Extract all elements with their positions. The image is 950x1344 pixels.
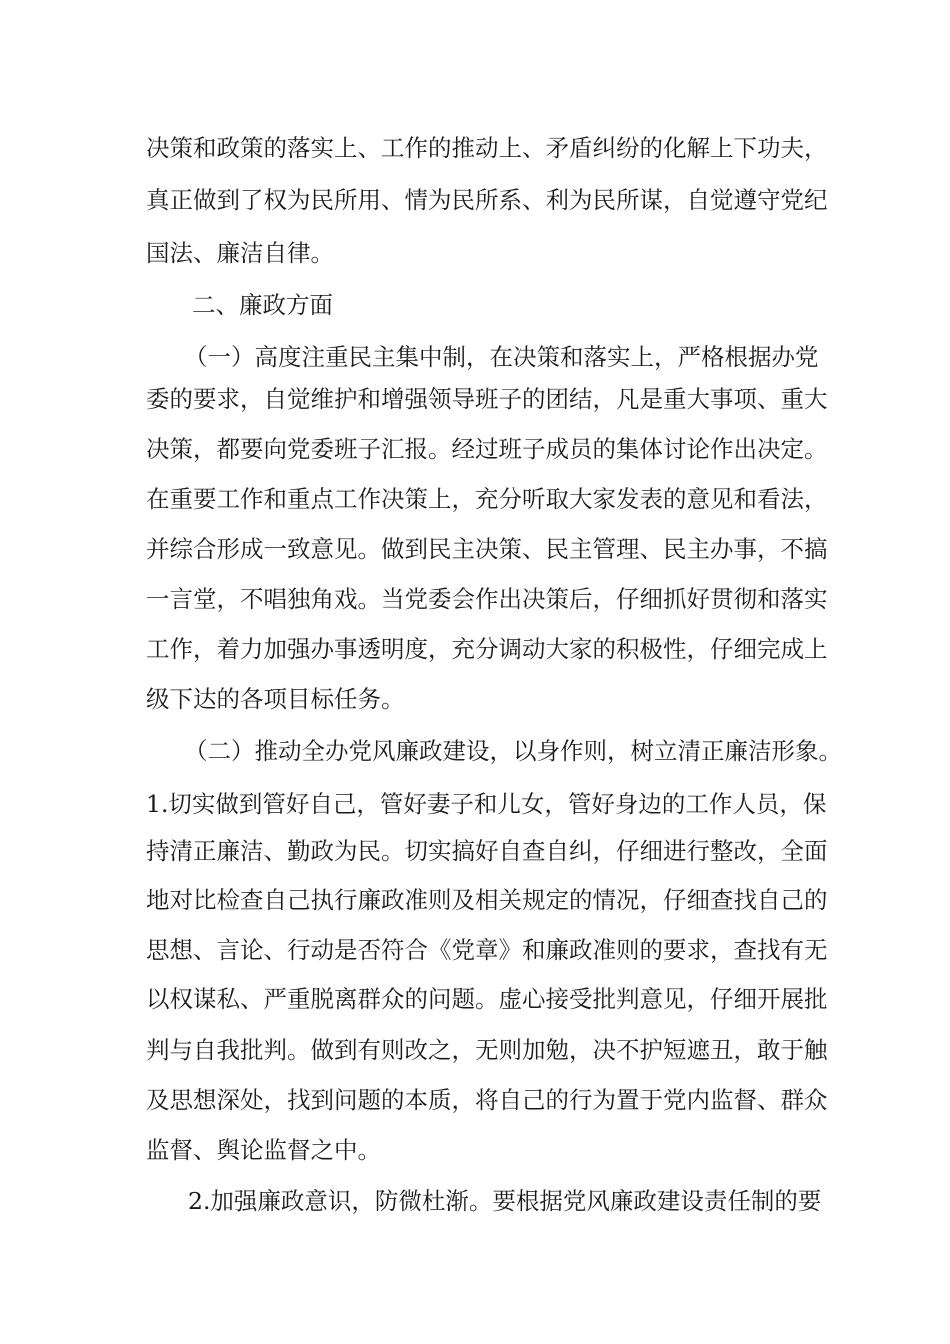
section-heading: 二、廉政方面 bbox=[192, 291, 333, 319]
text-line: 在重要工作和重点工作决策上，充分听取大家发表的意见和看法， bbox=[146, 485, 828, 513]
text-line: 以权谋私、严重脱离群众的问题。虚心接受批判意见，仔细开展批 bbox=[146, 985, 828, 1013]
text-line: （二）推动全办党风廉政建设，以身作则，树立清正廉洁形象。 bbox=[184, 737, 842, 765]
text-line: 决策和政策的落实上、工作的推动上、矛盾纠纷的化解上下功夫， bbox=[146, 134, 828, 162]
text-line: 工作，着力加强办事透明度，充分调动大家的积极性，仔细完成上 bbox=[146, 635, 828, 663]
text-line: 一言堂，不唱独角戏。当党委会作出决策后，仔细抓好贯彻和落实 bbox=[146, 585, 828, 613]
text-line: 判与自我批判。做到有则改之，无则加勉，决不护短遮丑，敢于触 bbox=[146, 1036, 828, 1064]
text-line: 2.加强廉政意识，防微杜渐。要根据党风廉政建设责任制的要 bbox=[188, 1187, 822, 1215]
text-line: 决策，都要向党委班子汇报。经过班子成员的集体讨论作出决定。 bbox=[146, 435, 828, 463]
text-line: 地对比检查自己执行廉政准则及相关规定的情况，仔细查找自己的 bbox=[146, 886, 828, 914]
text-line: （一）高度注重民主集中制，在决策和落实上，严格根据办党 bbox=[184, 343, 819, 371]
text-line: 委的要求，自觉维护和增强领导班子的团结，凡是重大事项、重大 bbox=[146, 385, 828, 413]
text-line: 思想、言论、行动是否符合《党章》和廉政准则的要求，查找有无 bbox=[146, 936, 828, 964]
text-line: 持清正廉洁、勤政为民。切实搞好自查自纠，仔细进行整改，全面 bbox=[146, 837, 828, 865]
text-line: 监督、舆论监督之中。 bbox=[146, 1136, 381, 1164]
text-line: 级下达的各项目标任务。 bbox=[146, 685, 405, 713]
text-line: 并综合形成一致意见。做到民主决策、民主管理、民主办事，不搞 bbox=[146, 535, 828, 563]
text-line: 真正做到了权为民所用、情为民所系、利为民所谋，自觉遵守党纪 bbox=[146, 186, 828, 214]
text-line: 及思想深处，找到问题的本质，将自己的行为置于党内监督、群众 bbox=[146, 1086, 828, 1114]
text-line: 国法、廉洁自律。 bbox=[146, 239, 334, 267]
text-line: 1.切实做到管好自己，管好妻子和儿女，管好身边的工作人员，保 bbox=[146, 790, 827, 818]
